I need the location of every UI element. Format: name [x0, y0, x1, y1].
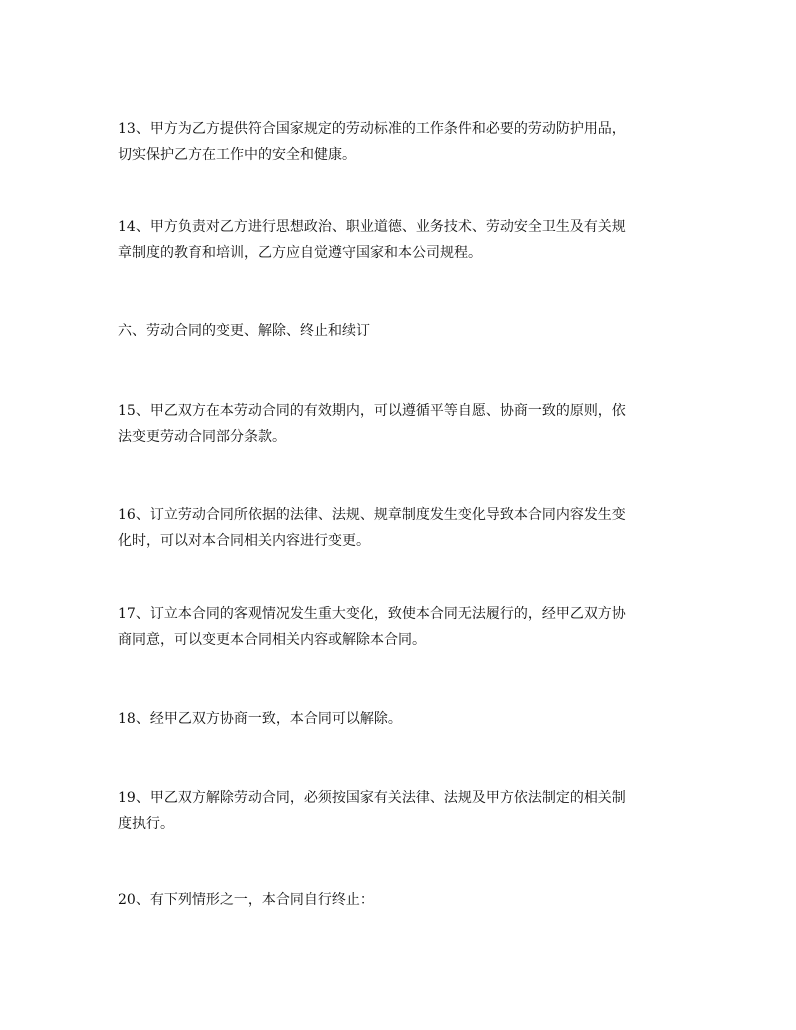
clause-14-line-2: 章制度的教育和培训，乙方应自觉遵守国家和本公司规程。: [118, 245, 482, 261]
clause-16-line-1: 16、订立劳动合同所依据的法律、法规、规章制度发生变化导致本合同内容发生变: [118, 507, 626, 523]
clause-17: [118, 601, 686, 653]
clause-17-line-2: 商同意，可以变更本合同相关内容或解除本合同。: [118, 632, 426, 648]
clause-18-text: 18、经甲乙双方协商一致，本合同可以解除。: [118, 711, 402, 727]
clause-15-line-2: 法变更劳动合同部分条款。: [118, 429, 286, 445]
section-heading-6-text: 六、劳动合同的变更、解除、终止和续订: [118, 323, 370, 339]
clause-14-line-1: 14、甲方负责对乙方进行思想政治、职业道德、业务技术、劳动安全卫生及有关规: [118, 219, 626, 235]
clause-19-line-1: 19、甲乙双方解除劳动合同，必须按国家有关法律、法规及甲方依法制定的相关制: [118, 790, 626, 806]
clause-13-line-2: 切实保护乙方在工作中的安全和健康。: [118, 147, 356, 163]
section-heading-6: [118, 318, 686, 344]
clause-15: [118, 398, 686, 450]
clause-19-line-2: 度执行。: [118, 816, 174, 832]
clause-20: [118, 887, 686, 913]
clause-16-line-2: 化时，可以对本合同相关内容进行变更。: [118, 533, 370, 549]
clause-13-line-1: 13、甲方为乙方提供符合国家规定的劳动标准的工作条件和必要的劳动防护用品，: [118, 121, 626, 137]
clause-15-line-1: 15、甲乙双方在本劳动合同的有效期内，可以遵循平等自愿、协商一致的原则，依: [118, 403, 626, 419]
clause-20-text: 20、有下列情形之一，本合同自行终止：: [118, 892, 374, 908]
clause-16: [118, 502, 686, 554]
clause-14: [118, 214, 686, 266]
clause-19: [118, 785, 686, 837]
clause-17-line-1: 17、订立本合同的客观情况发生重大变化，致使本合同无法履行的，经甲乙双方协: [118, 606, 626, 622]
clause-13: [118, 116, 686, 168]
clause-18: [118, 706, 686, 732]
